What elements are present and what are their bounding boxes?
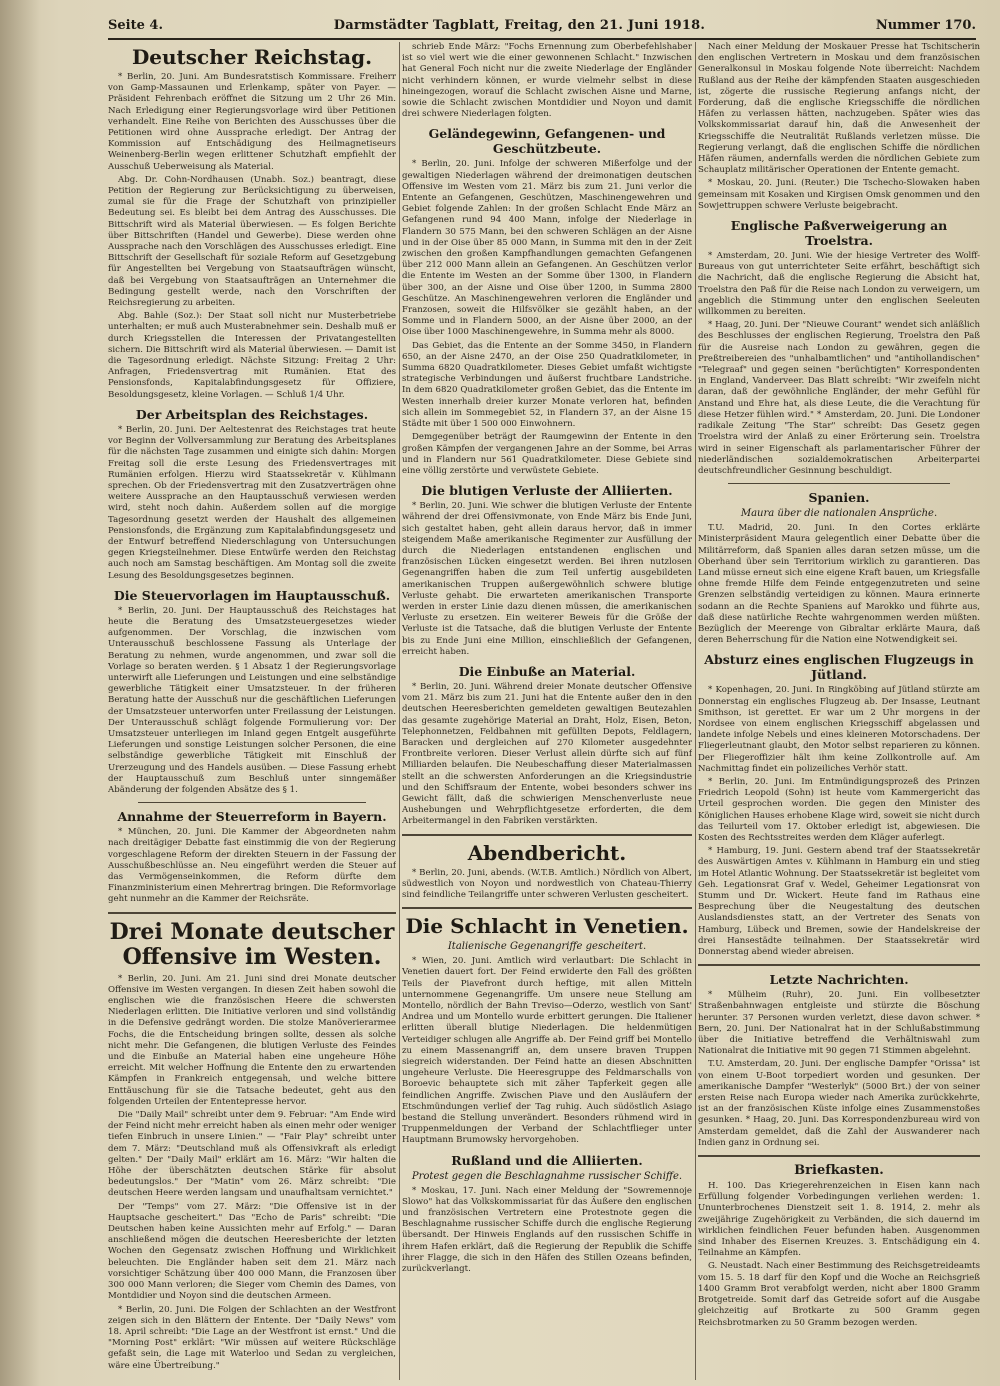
- article-paragraph: G. Neustadt. Nach einer Bestimmung des Reichsgetreideamts vom 15. 5. 18 darf für den Kopf und die Woche an Reichsgrieß 1400 Gramm Brot verabfolgt werden, nicht aber 1800 Gramm Brotgetreide. Somit darf das Getreide sofort auf die Ausgabe gleichzeitig auf Brotkarte zu 500 Gramm gegen Reichsbrotmarken zu 50 Gramm bezogen werden.: [698, 1261, 980, 1328]
- article-paragraph: schrieb Ende März: "Fochs Ernennung zum Oberbefehlshaber ist so viel wert wie die einer gewonnenen Schlacht." Inzwischen hat General Foch nicht nur die zweite Niederlage der Engländer nicht verhindern können, er wurde vielmehr selbst in diese hineingezogen, worauf die Schlacht zwischen Aisne und Marne, sowie die Schlacht zwischen Montdidier und Noyon und damit drei schwere Niederlagen folgten.: [402, 42, 692, 120]
- article-headline: Die blutigen Verluste der Alliierten.: [421, 483, 673, 499]
- article-headline: Annahme der Steuerreform in Bayern.: [117, 809, 387, 825]
- article-paragraph: * Kopenhagen, 20. Juni. In Ringköbing auf Jütland stürzte am Donnerstag ein englisches Flugzeug ab. Der Insasse, Leutnant Smithson, ist gerettet. Er war um 2 Uhr morgens in der Nordsee von einem englischen Kriegsschiff abgelassen und landete infolge Nebels und eines kleineren Motorschadens. Der Fliegerleutnant glaubt, den Motor selbst reparieren zu können. Der Fliegeroffizier hält ihm keine Zollkontrolle auf. Am Nachmittag findet ein polizeiliches Verhör statt.: [698, 685, 980, 774]
- article-headline: Drei Monate deutscher Offensive im Westen.: [109, 918, 395, 970]
- article-headline: Rußland und die Alliierten.: [451, 1152, 643, 1168]
- article-paragraph: * Berlin, 20. Juni. Wie schwer die blutigen Verluste der Entente während der drei Offensivmonate, von Ende März bis Ende Juni, sich gestaltet haben, geht allein daraus hervor, daß in immer steigendem Maße amerikanische Regimenter zur Ausfüllung der durch die Niederlagen entstandenen englischen und französischen Lücken eingesetzt werden. Bei ihren nutzlosen Gegenangriffen haben die zum Teil unfertig ausgebildeten amerikanischen Truppen außergewöhnlich schwere blutige Verluste gehabt. Die erwarteten amerikanischen Transporte werden in erster Linie dazu dienen müssen, die amerikanischen Verluste zu ersetzen. Ein weiterer Beweis für die Größe der Verluste ist die Tatsache, daß die blutigen Verluste der Entente bis zu Ende Juni eine Million, einschließlich der Gefangenen, erreicht haben.: [402, 501, 692, 657]
- article-separator: [402, 834, 692, 836]
- article-headline: Geländegewinn, Gefangenen- und Geschützbeute.: [428, 126, 666, 157]
- article-paragraph: Der "Temps" vom 27. März: "Die Offensive ist in der Hauptsache gescheitert." Das "Echo de Paris" schreibt: "Die Deutschen haben keine Aussichten mehr auf Erfolg." — Daran anschließend mögen die deutschen Heeresberichte der letzten Wochen den Gegensatz zwischen Hoffnung und Wirklichkeit beleuchten. Die Engländer haben seit dem 21. März nach vorsichtiger Schätzung über 400 000 Mann, die Franzosen über 300 000 Mann verloren; die Sieger vom Chemin des Dames, von Montdidier und Noyon sind die deutschen Armeen.: [108, 1201, 396, 1302]
- article-paragraph: * Berlin, 20. Juni. Am 21. Juni sind drei Monate deutscher Offensive im Westen vergangen. In diesen Zeit haben sowohl die englischen wie die französischen Heere die schwersten Niederlagen erlitten. Die Initiative verloren und sind vollständig in die Defensive gedrängt worden. Die stolze Manöverierarmee Fochs, die die Entscheidung bringen sollte, dessen als solche nicht mehr. Die Gefangenen, die blutigen Verluste des Feindes und die Einbuße an Material haben eine ungeheure Höhe erreicht. Mit welcher Hoffnung die Entente den zu erwartenden Kämpfen in Frankreich entgegensah, und welche bittere Enttäuschung für sie die Tatsache bedeutet, geht aus den folgenden Urteilen der Ententepresse hervor.: [108, 973, 396, 1107]
- article-headline: Absturz eines englischen Flugzeugs in Jütland.: [704, 652, 974, 683]
- article-headline: Die Einbuße an Material.: [458, 663, 636, 679]
- article-headline: Der Arbeitsplan des Reichstages.: [135, 406, 369, 422]
- article-paragraph: * München, 20. Juni. Die Kammer der Abgeordneten nahm nach dreitägiger Debatte fast einstimmig die von der Regierung vorgeschlagene Reform der direkten Steuern in der Fassung der Ausschußbeschlüsse an. Neu eingeführt werden die Steuer auf das Vermögenseinkommen, die Reform dürfte dem Finanzministerium einen Mehrertrag bringen. Die Reformvorlage geht nunmehr an die Kammer der Reichsräte.: [108, 827, 396, 905]
- article-paragraph: Die "Daily Mail" schreibt unter dem 9. Februar: "Am Ende wird der Feind nicht mehr erreicht haben als einen mehr oder weniger tiefen Einbruch in unsere Linien." — "Fair Play" schreibt unter dem 7. März: "Deutschland muß als Offensivkraft als erledigt gelten." Der "Daily Mail" erklärt am 16. März: "Wir halten die Höhe der überschätzten deutschen Stärke für absolut bedeutungslos." Der "Matin" vom 26. März schreibt: "Die deutschen Heere werden langsam und unaufhaltsam vernichtet.": [108, 1110, 396, 1199]
- article-headline: Englische Paßverweigerung an Troelstra.: [730, 218, 948, 249]
- article-paragraph: * Berlin, 20. Juni. Der Aeltestenrat des Reichstages trat heute vor Beginn der Vollversammlung zur Beratung des Arbeitsplanes für die nächsten Tage zusammen und einigte sich dahin: Morgen Freitag soll die erste Lesung des Friedensvertrages mit Rumänien erfolgen. Hierzu wird Staatssekretär v. Kühlmann sprechen. Ob der Friedensvertrag mit den Zusatzverträgen ohne weitere Aussprache an den Hauptausschuß verwiesen werden wird, steht noch dahin. Außerdem sollen auf die morgige Tagesordnung gesetzt werden der Haushalt des allgemeinen Pensionsfonds, die Ergänzung zum Kapitalabfindungsgesetz und der Entwurf betreffend Niederschlagung von Untersuchungen gegen Kriegsteilnehmer. Diese Entwürfe werden den Reichstag auch noch am Samstag beschäftigen. Am Montag soll die zweite Lesung des Besoldungsgesetzes beginnen.: [108, 424, 396, 581]
- article-paragraph: Demgegenüber beträgt der Raumgewinn der Entente in den großen Kämpfen der vergangenen Jahre an der Somme, bei Arras und in Flandern nur 561 Quadratkilometer. Diese Gebiete sind eine völlig zerstörte und verwüstete Gebiete.: [402, 432, 692, 476]
- column-divider: [399, 42, 400, 1380]
- article-headline: Abendbericht.: [467, 840, 627, 865]
- column-3: [698, 42, 980, 1382]
- page-number: Seite 4.: [108, 17, 163, 33]
- article-headline: Die Steuervorlagen im Hauptausschuß.: [113, 587, 391, 603]
- article-paragraph: * Berlin, 20. Juni. Im Entmündigungsprozeß des Prinzen Friedrich Leopold (Sohn) ist heute vom Kammergericht das Urteil gesprochen worden. Die gegen den Minister des Königlichen Hauses erhobene Klage wird, soweit sie nicht durch das Teilurteil vom 17. Oktober erledigt ist, abgewiesen. Die Kosten des Rechtsstreites werden dem Kläger auferlegt.: [698, 776, 980, 843]
- article-paragraph: Nach einer Meldung der Moskauer Presse hat Tschitscherin den englischen Vertretern in Moskau und dem französischen Generalkonsul in Moskau folgende Note überreicht: Nachdem Rußland aus der Reihe der kämpfenden Staaten ausgeschieden ist, zögerte die russische Regierung anfangs nicht, der Forderung, daß die englische Kriegsschiffe die nördlichen Häfen zu verlassen hätten, nachzugeben. Später wies das Volkskommissariat darauf hin, daß die Anwesenheit der Kriegsschiffe die Neutralität Rußlands verletzen müsse. Die Regierung verlangt, daß die englischen Schiffe die nördlichen Häfen räumen, andernfalls werden die nördlichen Gebiete zum Schauplatz militärischer Operationen der Entente gemacht.: [698, 42, 980, 176]
- article-paragraph: H. 100. Das Kriegerehrenzeichen in Eisen kann nach Erfüllung folgender Vorbedingungen verliehen werden: 1. Ununterbrochenes Dienstzeit seit 1. 8. 1914, 2. mehr als zweijährige Zugehörigkeit zu Verbänden, die sich dauernd im wirklichen feindlichen Feuer befunden haben. Ausgenommen sind Inhaber des Eisernen Kreuzes. 3. Entschädigung ein 4. Teilnahme an Kämpfen.: [698, 1181, 980, 1259]
- article-paragraph: * Berlin, 20. Juni. Die Folgen der Schlachten an der Westfront zeigen sich in den Blättern der Entente. Der "Daily News" vom 18. April schreibt: "Die Lage an der Westfront ist ernst." Und die "Morning Post" erklärt: "Wir müssen auf weitere Rückschläge gefaßt sein, die Lage mit Waterloo und Sedan zu vergleichen, wäre eine Übertreibung.": [108, 1304, 396, 1371]
- page-fold-shadow: [0, 0, 40, 1386]
- article-subheadline: Maura über die nationalen Ansprüche.: [740, 508, 938, 520]
- article-separator: [402, 907, 692, 909]
- column-divider: [695, 42, 696, 1380]
- article-separator: [138, 802, 366, 803]
- article-paragraph: T.U. Madrid, 20. Juni. In den Cortes erklärte Ministerpräsident Maura gelegentlich einer Debatte über die Militärreform, daß Spanien alles daran setzen müsse, um die Oberhand über sein Territorium wirklich zu garantieren. Das Land müsse erneut sich eine eigene Kraft bauen, um Kriegsfalle ohne fremde Hilfe dem Feinde entgegenzutreten und seine Grenzen selbständig verteidigen zu können. Maura erinnerte sodann an die Rechte Spaniens auf Marokko und führte aus, daß diese natürliche Rechte wahrgenommen werden müßten. Bezüglich der Meerenge von Gibraltar erklärte Maura, daß deren Beherrschung für die Nation eine Notwendigkeit sei.: [698, 523, 980, 646]
- article-paragraph: * Mülheim (Ruhr), 20. Juni. Ein vollbesetzter Straßenbahnwagen entgleiste und stürzte die Böschung herunter. 37 Personen wurden verletzt, diese davon schwer. * Bern, 20. Juni. Der Nationalrat hat in der Schlußabstimmung über die Initiative betreffend die Verhältniswahl zum Nationalrat die Initiative mit 90 gegen 71 Stimmen abgelehnt.: [698, 990, 980, 1057]
- article-headline: Spanien.: [808, 490, 870, 506]
- column-1: [108, 42, 396, 1382]
- article-paragraph: * Amsterdam, 20. Juni. Wie der hiesige Vertreter des Wolff-Bureaus von gut unterrichteter Seite erfährt, beschäftigt sich die Nachricht, daß die englische Regierung die Absicht hat, Troelstra den Paß für die Reise nach London zu verweigern, um angeblich die Stimmung unter den englischen Seeleuten willkommen zu bereiten.: [698, 251, 980, 318]
- article-headline: Letzte Nachrichten.: [769, 972, 909, 988]
- article-headline: Briefkasten.: [794, 1163, 884, 1179]
- article-headline: Die Schlacht in Venetien.: [405, 914, 689, 939]
- article-paragraph: * Moskau, 17. Juni. Nach einer Meldung der "Sowremennoje Slowo" hat das Volkskommissariat für das Äußere den englischen und französischen Vertretern eine Protestnote gegen die Beschlagnahme russischer Schiffe durch die englische Regierung übersandt. Der Hinweis Englands auf den russischen Schiffe in ihrem Hafen erklärt, daß die Regierung der Republik die Schiffe ihrer Flagge, die sich in den Häfen des Stillen Ozeans befinden, zurückverlangt.: [402, 1185, 692, 1275]
- article-subheadline: Italienische Gegenangriffe gescheitert.: [447, 941, 647, 953]
- article-separator: [108, 912, 396, 914]
- article-separator: [698, 1155, 980, 1157]
- newspaper-title-date: Darmstädter Tagblatt, Freitag, den 21. Juni 1918.: [333, 17, 706, 33]
- article-paragraph: * Berlin, 20. Juni. Der Hauptausschuß des Reichstages hat heute die Beratung des Umsatzsteuergesetzes wieder aufgenommen. Der Vorschlag, die inzwischen vom Unterausschuß beschlossene Fassung als Unterlage der Beratung zu nehmen, wurde angenommen, und zwar soll die Vorlage so beraten werden. § 1 Absatz 1 der Regierungsvorlage unterwirft alle Lieferungen und Leistungen und eine selbständige gewerbliche Tätigkeit einer Umsatzsteuer. In der früheren Beratung hatte der Ausschuß nur die geschäftlichen Lieferungen der Umsatzsteuer unterworfen unter Freilassung der Leistungen. Der Unterausschuß schlägt folgende Formulierung vor: Der Umsatzsteuer unterliegen im Inland gegen Entgelt ausgeführte Lieferungen und sonstige Leistungen solcher Personen, die eine selbständige gewerbliche Tätigkeit mit Einschluß der Urerzeugung und des Handels ausüben. — Diese Fassung erhebt der Hauptausschuß zum Beschluß unter sinngemäßer Abänderung der folgenden Absätze des § 1.: [108, 605, 396, 795]
- article-paragraph: Das Gebiet, das die Entente an der Somme 3450, in Flandern 650, an der Aisne 2470, an der Oise 250 Quadratkilometer, in Summa 6820 Quadratkilometer. Dieses Gebiet umfaßt wichtigste strategische Verbindungen und äußerst fruchtbare Landstriche. In dem 6820 Quadratkilometer großen Gebiet, das die Entente im Westen innerhalb dreier kurzer Monate verloren hat, befinden sich allein im Sommegebiet 52, in Flandern 37, an der Aisne 15 Städte mit über 1 500 000 Einwohnern.: [402, 340, 692, 430]
- article-paragraph: * Berlin, 20. Juni, abends. (W.T.B. Amtlich.) Nördlich von Albert, südwestlich von Noyon und nordwestlich von Chateau-Thierry sind feindliche Teilangriffe unter schweren Verlusten gescheitert.: [402, 867, 692, 900]
- article-paragraph: * Haag, 20. Juni. Der "Nieuwe Courant" wendet sich anläßlich des Beschlusses der englischen Regierung, Troelstra den Paß für die Ausreise nach London zu gewähren, gegen die Preßtreibereien des "unhalbamtlichen" und "antihollandischen" "Telegraaf" und gegen seinen "berüchtigten" Korrespondenten in England, Vanderveer. Das Blatt schreibt: "Wir zweifeln nicht daran, daß der gewöhnliche Engländer, der mehr Gefühl für Anstand und Ehre hat, als diese Leute, die die Verachtung für diese Hetzer fühlen wird." * Amsterdam, 20. Juni. Die Londoner radikale Zeitung "The Star" schreibt: Das Gesetz gegen Troelstra wird der Anlaß zu einer Erörterung sein. Troelstra wird in seiner Eigenschaft als parlamentarischer Führer der niederländischen sozialdemokratischen Arbeiterpartei deutschfreundlicher Gesinnung beschuldigt.: [698, 320, 980, 476]
- article-paragraph: * Wien, 20. Juni. Amtlich wird verlautbart: Die Schlacht in Venetien dauert fort. Der Feind erwiderte den Fall des größten Teils der Piavefront durch heftige, mit allen Mitteln unternommene Gegenangriffe. Um unsere neue Stellung am Montello, nördlich der Bahn Treviso—Oderzo, westlich von Sant' Andrea und um Montello wurde erbittert gerungen. Die Italiener erlitten überall blutige Niederlagen. Die heldenmütigen Verteidiger schlugen alle Angriffe ab. Der Feind griff bei Montello zu einem Massenangriff an, dem unsere braven Truppen siegreich widerstanden. Der Feind hatte an diesen Abschnitten ungeheure Verluste. Die Heeresgruppe des Feldmarschalls von Boroevic behauptete sich mit zäher Tapferkeit gegen alle feindlichen Angriffe. Zwischen Piave und den Ausläufern der Etschmündungen verlief der Tag ruhig. Auch südöstlich Asiago bestand die Stellung unverändert. Besonders rühmend wird in Truppenmeldungen der Verband der Schlachtflieger unter Hauptmann Brumowsky hervorgehoben.: [402, 956, 692, 1146]
- masthead: [108, 12, 976, 38]
- article-paragraph: * Berlin, 20. Juni. Während dreier Monate deutscher Offensive vom 21. März bis zum 21. Juni hat die Entente außer den in den deutschen Heeresberichten gemeldeten gewaltigen Beutezahlen das gesamte zugehörige Material an Draht, Holz, Eisen, Beton, Telephonnetzen, Feldbahnen mit gefüllten Depots, Feldlagern, Baracken und dergleichen auf 270 Kilometer ausgedehnter Frontbreite verloren. Dieser Verlust allein dürfte sich auf fünf Milliarden belaufen. Die Neubeschaffung dieser Materialmassen stellt an die schwersten Anforderungen an die Kriegsindustrie und den Schiffsraum der Entente, wobei besonders schwer ins Gewicht fällt, daß die schwierigen Menschenverluste neue Aushebungen und Wehrpflichtgesetze erforderten, die dem Arbeitermangel in den Fabriken verstärkten.: [402, 681, 692, 827]
- masthead-rule: [108, 38, 976, 40]
- article-headline: Deutscher Reichstag.: [131, 45, 373, 69]
- article-paragraph: * Berlin, 20. Juni. Am Bundesratstisch Kommissare. Freiherr von Gamp-Massaunen und Erlenkamp, später von Payer. — Präsident Fehrenbach eröffnet die Sitzung um 2 Uhr 26 Min. Nach Erledigung einer Regierungsvorlage wird über Petitionen verhandelt. Eine Reihe von Berichten des Ausschusses über die Petitionen wird ohne Aussprache erledigt. Der Antrag der Kommission auf Entschädigung des Heilmagnetiseurs Weinenberg-Berlin wegen erlittener Schutzhaft empfiehlt der Ausschuß Ueberweisung als Material.: [108, 72, 396, 172]
- article-separator: [728, 483, 950, 484]
- article-separator: [698, 964, 980, 966]
- article-paragraph: Abg. Bahle (Soz.): Der Staat soll nicht nur Musterbetriebe unterhalten; er muß auch Musterabnehmer sein. Deshalb muß er durch Kriegsstellen die Interessen der Privatangestellten sichern. Die Bittschrift wird als Material überwiesen. — Damit ist die Tagesordnung erledigt. Nächste Sitzung: Freitag 2 Uhr: Anfragen, Friedensvertrag mit Rumänien. Etat des Pensionsfonds, Kapitalabfindungsgesetz für Offiziere, Besoldungsgesetz, kleine Vorlagen. — Schluß 1/4 Uhr.: [108, 311, 396, 400]
- article-paragraph: * Berlin, 20. Juni. Infolge der schweren Mißerfolge und der gewaltigen Niederlagen während der dreimonatigen deutschen Offensive im Westen vom 21. März bis zum 21. Juni verlor die Entente an Gefangenen, Geschützen, Maschinengewehren und Gebiet folgende Zahlen: In der großen Schlacht Ende März an Gefangenen rund 94 400 Mann, infolge der Niederlage in Flandern 30 575 Mann, bei den schweren Schlägen an der Aisne und in der Oise über 85 000 Mann, in Summa mit den in der Zeit zwischen den großen Kampfhandlungen gemachten Gefangenen über 212 000 Mann allein an Gefangenen. An Geschützen verlor die Entente im Westen an der Somme über 1300, in Flandern über 300, an der Aisne und Oise über 1200, in Summa 2800 Geschütze. An Maschinengewehren verloren die Engländer und Franzosen, soweit die Hilfsvölker sie gezählt haben, an der Somme und in Flandern 5000, an der Aisne über 2000, an der Oise über 1000 Maschinengewehre, in Summa mehr als 8000.: [402, 159, 692, 338]
- issue-number: Nummer 170.: [875, 17, 976, 33]
- article-paragraph: * Hamburg, 19. Juni. Gestern abend traf der Staatssekretär des Auswärtigen Amtes v. Kühlmann in Hamburg ein und stieg im Hotel Atlantic Wohnung. Der Staatssekretär ist begleitet vom Geh. Legationsrat Graf v. Wedel, Geheimer Legationsrat von Stumm und Dr. Wickert. Heute fand im Rathaus eine Besprechung über die Neugestaltung des deutschen Auslandsdienstes statt, an der Vertreter des Senats von Hamburg, Lübeck und Bremen, sowie der Handelskreise der drei Hansestädte teilnahmen. Der Staatssekretär wird Donnerstag abend wieder abreisen.: [698, 846, 980, 958]
- article-subheadline: Protest gegen die Beschlagnahme russischer Schiffe.: [411, 1170, 683, 1182]
- column-2: [402, 42, 692, 1382]
- article-paragraph: T.U. Amsterdam, 20. Juni. Der englische Dampfer "Orissa" ist von einem U-Boot torpediert worden und gesunken. Der amerikanische Dampfer "Westerlyk" (5000 Brt.) der von seiner ersten Reise nach Europa wieder nach Amerika zurückkehrte, ist an der französischen Küste infolge eines Zusammenstoßes gesunken. * Haag, 20. Juni. Das Korrespondenzbureau wird von Amsterdam gemeldet, daß die Zahl der Auswanderer nach Indien ganz in Ordnung sei.: [698, 1059, 980, 1148]
- article-paragraph: * Moskau, 20. Juni. (Reuter.) Die Tschecho-Slowaken haben gemeinsam mit Kosaken und Kirgisen Omsk genommen und den Sowjettruppen schwere Verluste beigebracht.: [698, 178, 980, 211]
- article-paragraph: Abg. Dr. Cohn-Nordhausen (Unabh. Soz.) beantragt, diese Petition der Regierung zur Berücksichtigung zu überweisen, zumal sie für die Frage der Schutzhaft von prinzipieller Bedeutung sei. Es bleibt bei dem Antrag des Ausschusses. Die Bittschrift wird als Material überwiesen. — Es folgen Berichte über Bittschriften (Handel und Gewerbe). Diese werden ohne Aussprache nach den Vorschlägen des Ausschusses erledigt. Eine Bittschrift der Gesellschaft für soziale Reform auf Gesetzgebung für Angestellten bei Vergebung von Staatsaufträgen wünscht, daß bei Vergebung von Staatsaufträgen an Unternehmer die Bedingung gestellt werde, nach den Vorschriften der Reichsregierung zu arbeiten.: [108, 174, 396, 309]
